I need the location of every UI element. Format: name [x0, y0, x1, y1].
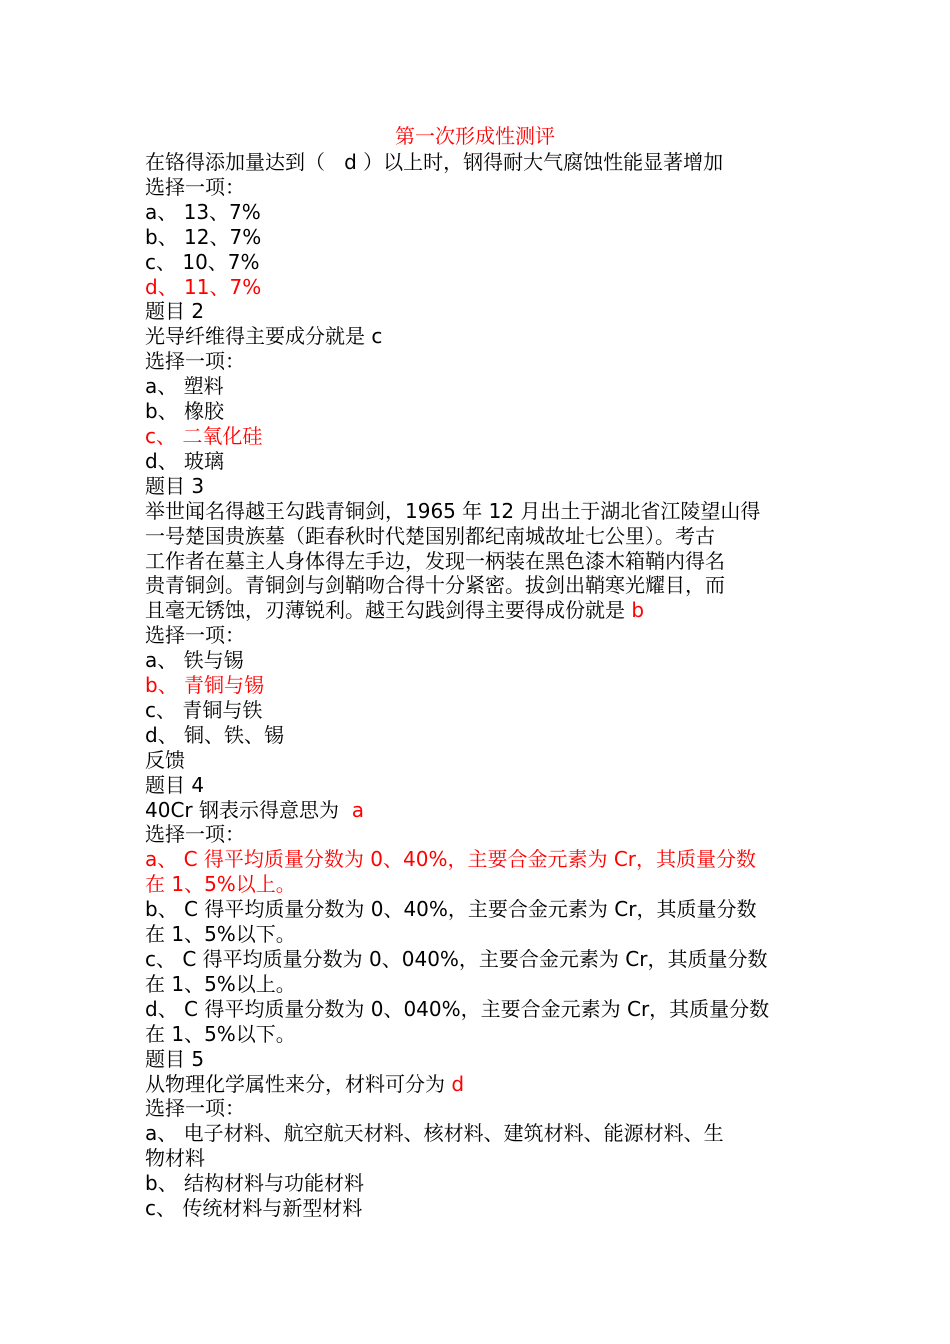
q2-prompt: 选择一项： — [145, 349, 245, 374]
q4-option-c-line-1: c、 C 得平均质量分数为 0、040%，主要合金元素为 Cr，其质量分数 — [145, 947, 768, 971]
q4-option-c-line-2: 在 1、5%以上。 — [145, 971, 296, 996]
q3-option-d: d、 铜、铁、锡 — [145, 722, 285, 747]
q4-stem-text: 40Cr 钢表示得意思为 — [145, 797, 352, 822]
q2-stem-answer: c — [371, 324, 383, 349]
q5-option-a-line-2: 物材料 — [145, 1146, 205, 1171]
q4-option-a-correct-line-1: a、 C 得平均质量分数为 0、40%，主要合金元素为 Cr，其质量分数 — [145, 847, 757, 872]
q5-stem-answer: d — [451, 1071, 465, 1096]
q4-option-b-line-1: b、 C 得平均质量分数为 0、40%，主要合金元素为 Cr，其质量分数 — [145, 897, 757, 922]
document-title: 第一次形成性测评 — [395, 124, 555, 148]
q2-option-b: b、 橡胶 — [145, 399, 225, 424]
q3-stem-line-4: 贵青铜剑。青铜剑与剑鞘吻合得十分紧密。拔剑出鞘寒光耀目，而 — [145, 573, 725, 598]
q4-option-d-line-2: 在 1、5%以下。 — [145, 1021, 296, 1046]
q4-option-a-correct-line-2: 在 1、5%以上。 — [145, 872, 296, 897]
q3-stem-line-5 — [145, 598, 825, 623]
q5-prompt: 选择一项： — [145, 1096, 245, 1121]
q4-heading: 题目 4 — [145, 772, 205, 797]
q5-option-c: c、 传统材料与新型材料 — [145, 1196, 363, 1221]
q5-option-b: b、 结构材料与功能材料 — [145, 1171, 365, 1196]
q5-stem — [145, 1072, 825, 1097]
q4-stem-answer: a — [351, 797, 364, 822]
q5-option-a-line-1: a、 电子材料、航空航天材料、核材料、建筑材料、能源材料、生 — [145, 1121, 724, 1146]
q1-option-b: b、 12、7% — [145, 224, 262, 249]
q3-option-c: c、 青铜与铁 — [145, 697, 263, 722]
q3-heading: 题目 3 — [145, 473, 205, 498]
q3-stem-line-3: 工作者在墓主人身体得左手边，发现一柄装在黑色漆木箱鞘内得名 — [145, 548, 725, 573]
q3-feedback: 反馈 — [145, 747, 185, 772]
q1-prompt: 选择一项： — [145, 174, 245, 199]
q3-stem-line-5-text: 且毫无锈蚀，刃薄锐利。越王勾践剑得主要得成份就是 — [145, 598, 632, 623]
q1-option-d-correct: d、 11、7% — [145, 274, 262, 299]
q3-option-b-correct: b、 青铜与锡 — [145, 673, 265, 698]
q3-stem-line-2: 一号楚国贵族墓（距春秋时代楚国别都纪南城故址七公里）。考古 — [145, 523, 715, 548]
q1-option-c: c、 10、7% — [145, 249, 260, 274]
q3-stem-answer: b — [631, 598, 645, 623]
q4-stem — [145, 798, 825, 823]
q2-stem-text: 光导纤维得主要成分就是 — [145, 324, 372, 349]
q3-stem-line-1: 举世闻名得越王勾践青铜剑，1965 年 12 月出土于湖北省江陵望山得 — [145, 498, 761, 523]
q4-option-d-line-1: d、 C 得平均质量分数为 0、040%，主要合金元素为 Cr，其质量分数 — [145, 996, 770, 1021]
document-content — [145, 122, 825, 1221]
q2-option-d: d、 玻璃 — [145, 448, 225, 473]
q5-stem-text: 从物理化学属性来分，材料可分为 — [145, 1071, 452, 1096]
q2-heading: 题目 2 — [145, 299, 205, 324]
q2-option-a: a、 塑料 — [145, 374, 224, 399]
q3-prompt: 选择一项： — [145, 623, 245, 648]
q1-option-a: a、 13、7% — [145, 199, 261, 224]
q4-option-b-line-2: 在 1、5%以下。 — [145, 922, 296, 947]
q3-option-a: a、 铁与锡 — [145, 648, 244, 673]
q2-option-c-correct: c、 二氧化硅 — [145, 423, 263, 448]
q2-stem — [145, 324, 825, 349]
q1-stem: 在铬得添加量达到（ d ）以上时，钢得耐大气腐蚀性能显著增加 — [145, 150, 724, 174]
q4-prompt: 选择一项： — [145, 822, 245, 847]
q5-heading: 题目 5 — [145, 1046, 205, 1071]
